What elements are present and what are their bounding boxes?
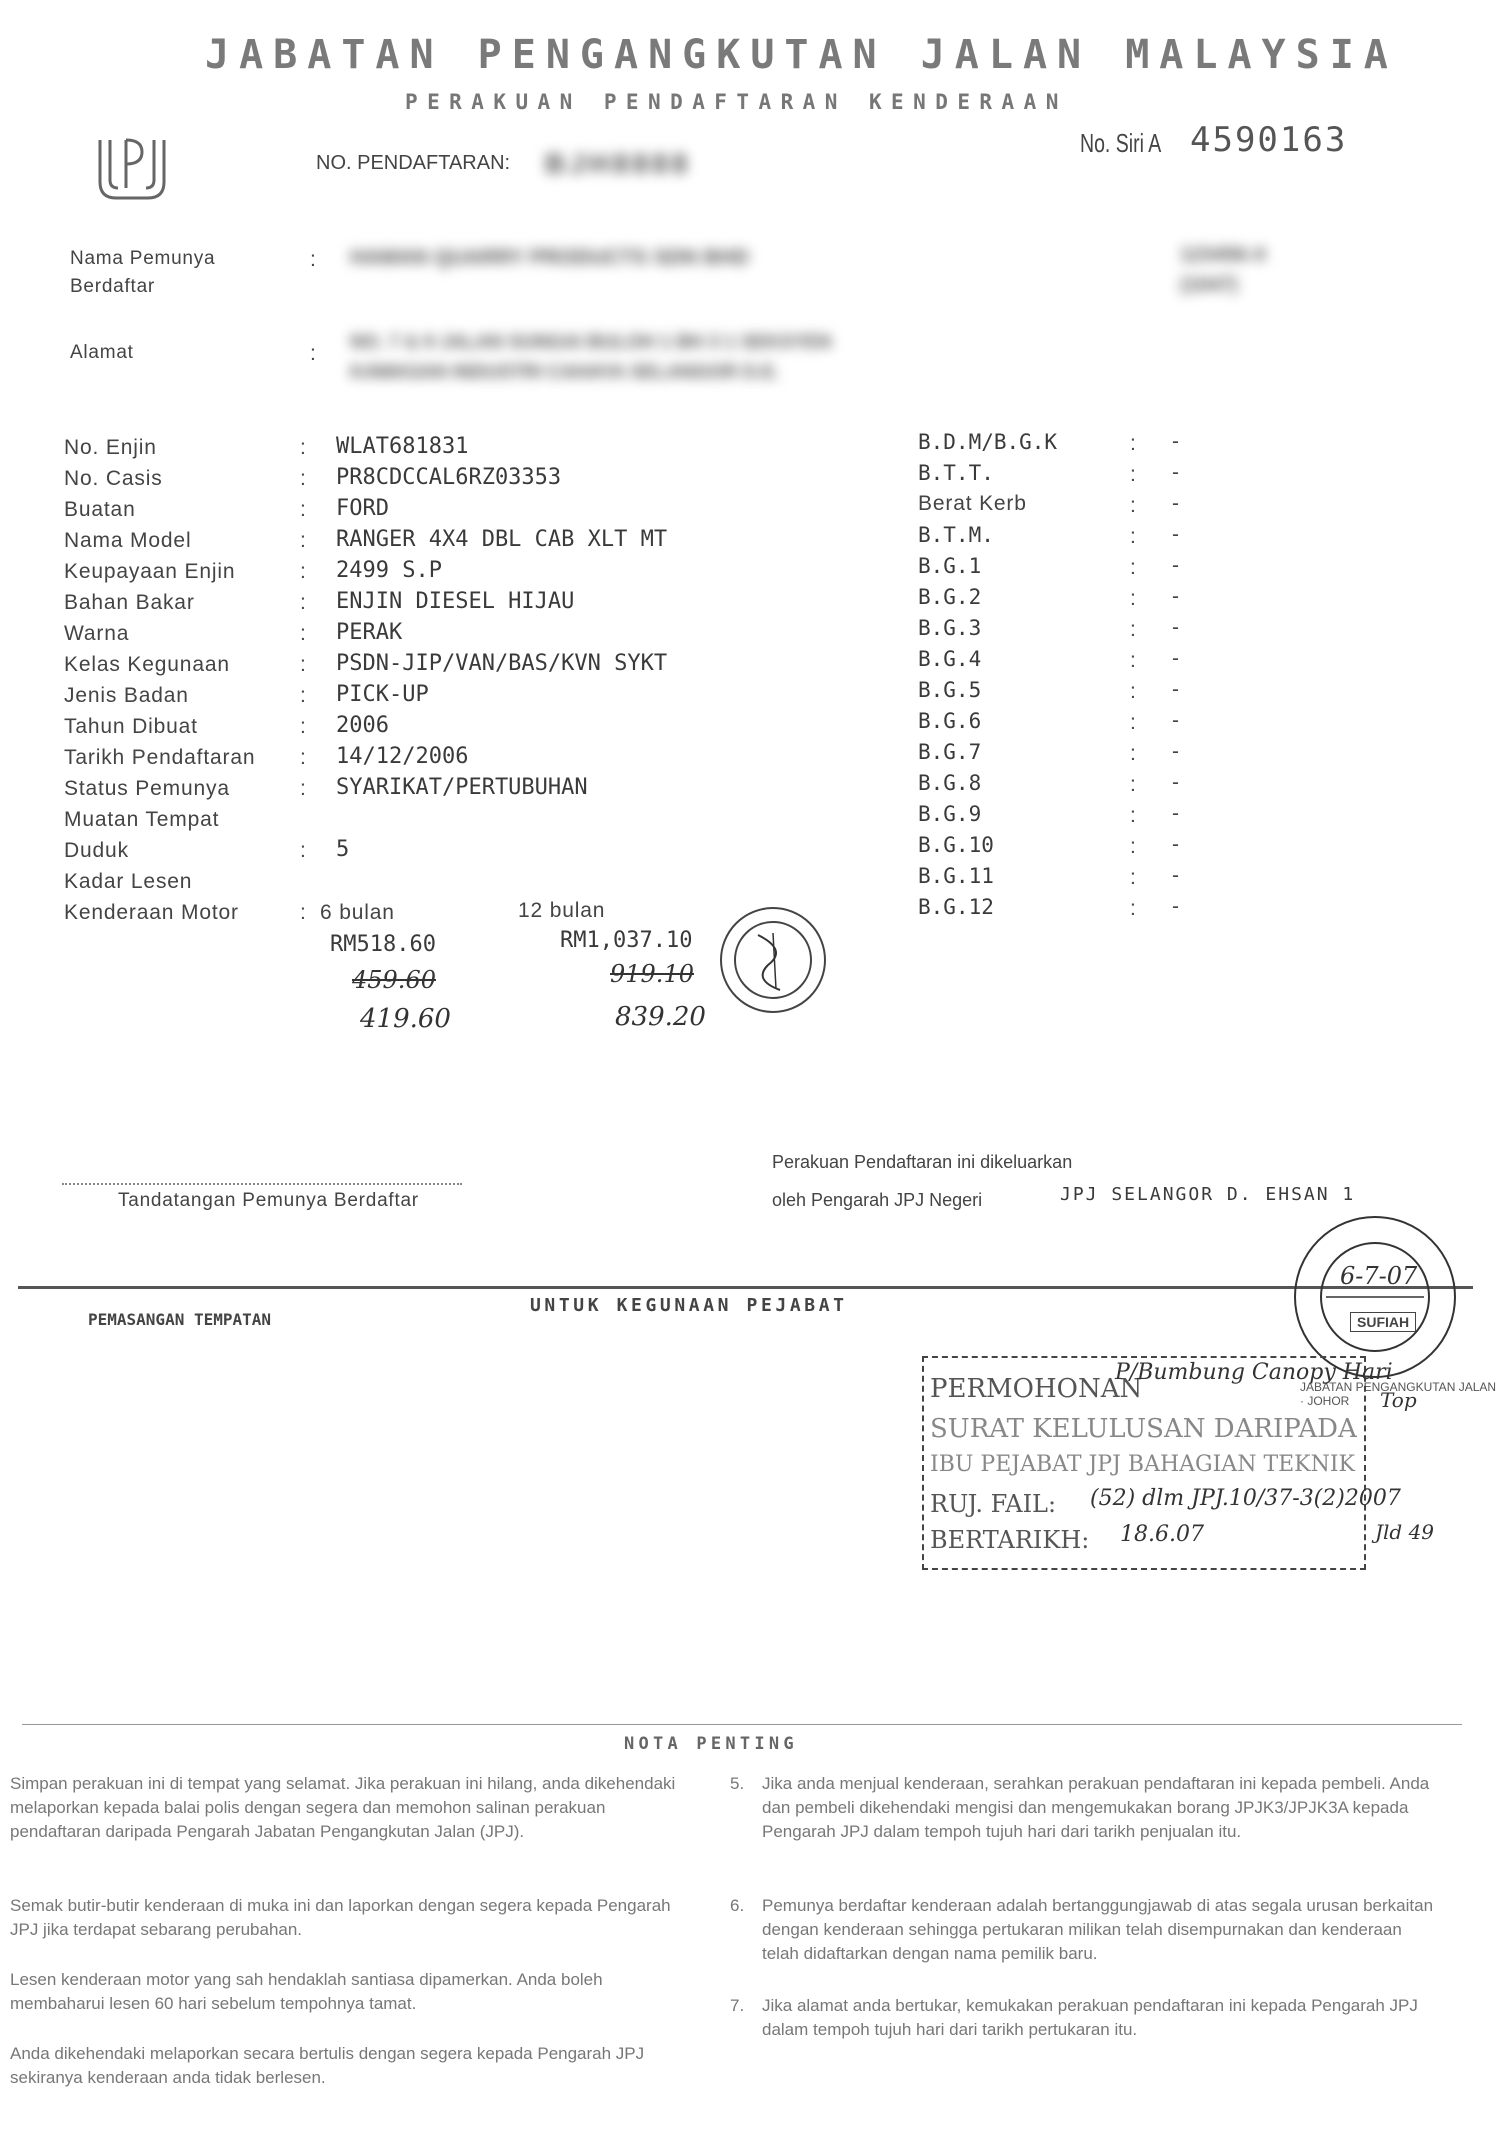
document-subtitle: PERAKUAN PENDAFTARAN KENDERAAN bbox=[405, 90, 1068, 114]
nota-number: 5. bbox=[730, 1774, 745, 1793]
weight-label: B.G.7 bbox=[918, 740, 982, 764]
weight-colon: : bbox=[1130, 680, 1137, 703]
approval-hand-1: P/Bumbung Canopy Hari bbox=[1115, 1360, 1393, 1385]
nota-item: Lesen kenderaan motor yang sah hendaklah santiasa dipamerkan. Anda boleh membaharui lesen 60 hari sebelum tempohnya tamat. bbox=[10, 1970, 603, 2013]
vehicle-colon: : bbox=[300, 591, 307, 614]
weight-label: B.D.M/B.G.K bbox=[918, 430, 1058, 454]
nota-item: Anda dikehendaki melaporkan secara bertulis dengan segera kepada Pengarah JPJ sekiranya kenderaan anda tidak berlesen. bbox=[10, 2044, 645, 2087]
round-stamp-icon bbox=[718, 905, 828, 1015]
vehicle-value: RANGER 4X4 DBL CAB XLT MT bbox=[336, 527, 668, 552]
weight-label: B.G.6 bbox=[918, 709, 982, 733]
vehicle-colon: : bbox=[300, 777, 307, 800]
nota-item: Jika anda menjual kenderaan, serahkan perakuan pendaftaran ini kepada pembeli. Anda dan pembeli dikehendaki mengisi dan mengemukakan borang JPJK3/JPJK3A kepada Pengarah JPJ dalam tempoh tujuh hari dari tarikh penjualan itu. bbox=[762, 1774, 1430, 1841]
nota-item: Semak butir-butir kenderaan di muka ini dan laporkan dengan segera kepada Pengarah JPJ jika terdapat sebarang perubahan. bbox=[10, 1896, 671, 1939]
address-line-1: NO. 7 & 9 JALAN SUNGAI BULOH 1 BH 3 1 SEKSYEN bbox=[350, 332, 832, 353]
vehicle-colon: : bbox=[300, 715, 307, 738]
weight-colon: : bbox=[1130, 649, 1137, 672]
vehicle-value: PICK-UP bbox=[336, 682, 429, 707]
vehicle-label: Bahan Bakar bbox=[64, 591, 195, 614]
vehicle-label: Nama Model bbox=[64, 529, 192, 552]
serial-label: No. Siri A bbox=[1080, 128, 1162, 158]
weight-label: B.G.2 bbox=[918, 585, 982, 609]
weight-label: B.G.1 bbox=[918, 554, 982, 578]
approval-hand-4: (52) dlm JPJ.10/37-3(2)2007 bbox=[1090, 1486, 1401, 1511]
weight-value: - bbox=[1172, 709, 1180, 732]
vehicle-colon: : bbox=[300, 436, 307, 459]
vehicle-colon: : bbox=[300, 498, 307, 521]
vehicle-label: Kadar Lesen bbox=[64, 870, 193, 893]
nota-number: 6. bbox=[730, 1896, 745, 1915]
weight-colon: : bbox=[1130, 866, 1137, 889]
approval-line-3: IBU PEJABAT JPJ BAHAGIAN TEKNIK bbox=[930, 1452, 1355, 1477]
weight-label: B.G.5 bbox=[918, 678, 982, 702]
document-title: JABATAN PENGANGKUTAN JALAN MALAYSIA bbox=[205, 32, 1398, 78]
vehicle-label: Kelas Kegunaan bbox=[64, 653, 230, 676]
vehicle-value: 14/12/2006 bbox=[336, 744, 469, 769]
weight-colon: : bbox=[1130, 711, 1137, 734]
vehicle-label: No. Enjin bbox=[64, 436, 157, 459]
vehicle-label: Muatan Tempat bbox=[64, 808, 220, 831]
weight-colon: : bbox=[1130, 494, 1137, 517]
weight-colon: : bbox=[1130, 525, 1137, 548]
weight-label: B.G.3 bbox=[918, 616, 982, 640]
weight-colon: : bbox=[1130, 618, 1137, 641]
address-label: Alamat bbox=[70, 342, 134, 363]
weight-value: - bbox=[1172, 492, 1180, 515]
weight-value: - bbox=[1172, 895, 1180, 918]
weight-value: - bbox=[1172, 554, 1180, 577]
vehicle-colon: : bbox=[300, 684, 307, 707]
nota-divider bbox=[22, 1724, 1462, 1725]
license-6-month-value: RM518.60 bbox=[330, 932, 436, 957]
vehicle-value: PR8CDCCAL6RZ03353 bbox=[336, 465, 562, 490]
license-12-month-heading: 12 bulan bbox=[518, 899, 606, 922]
weight-value: - bbox=[1172, 771, 1180, 794]
vehicle-colon: : bbox=[300, 560, 307, 583]
vehicle-label: Status Pemunya bbox=[64, 777, 230, 800]
vehicle-value: ENJIN DIESEL HIJAU bbox=[336, 589, 575, 614]
serial-number: 4590163 bbox=[1190, 120, 1348, 160]
vehicle-value: FORD bbox=[336, 496, 389, 521]
vehicle-label: Buatan bbox=[64, 498, 136, 521]
approval-hand-4b: Jld 49 bbox=[1375, 1520, 1435, 1544]
address-colon: : bbox=[310, 342, 317, 365]
weight-value: - bbox=[1172, 678, 1180, 701]
approval-line-2: SURAT KELULUSAN DARIPADA bbox=[930, 1414, 1357, 1444]
license-6-month-heading: 6 bulan bbox=[320, 901, 395, 924]
license-12-month-handwritten: 839.20 bbox=[615, 1002, 706, 1032]
vehicle-value: PSDN-JIP/VAN/BAS/KVN SYKT bbox=[336, 651, 668, 676]
weight-value: - bbox=[1172, 802, 1180, 825]
approval-hand-5: 18.6.07 bbox=[1120, 1522, 1204, 1547]
weight-label: B.G.11 bbox=[918, 864, 994, 888]
vehicle-colon: : bbox=[300, 622, 307, 645]
owner-name-label-1: Nama Pemunya bbox=[70, 248, 216, 269]
weight-value: - bbox=[1172, 523, 1180, 546]
nota-item: Pemunya berdaftar kenderaan adalah bertanggungjawab di atas segala urusan berkaitan dengan kenderaan sehingga pertukaran milikan telah disempurnakan dan kenderaan telah didaftarkan dengan nama pemilik baru. bbox=[762, 1896, 1434, 1963]
vehicle-value: SYARIKAT/PERTUBUHAN bbox=[336, 775, 588, 800]
weight-value: - bbox=[1172, 616, 1180, 639]
weight-value: - bbox=[1172, 740, 1180, 763]
stamp-ring-text: JABATAN PENGANGKUTAN JALAN · JOHOR bbox=[1300, 1380, 1497, 1408]
nota-item: Simpan perakuan ini di tempat yang selamat. Jika perakuan ini hilang, anda dikehendaki melaporkan kepada balai polis dengan segera dan memohon salinan perakuan pendaftaran daripada Pengarah Jabatan Pengangkutan Jalan (JPJ). bbox=[10, 1774, 676, 1841]
vehicle-colon: : bbox=[300, 839, 307, 862]
local-installation-heading: PEMASANGAN TEMPATAN bbox=[88, 1310, 272, 1329]
issued-by: JPJ SELANGOR D. EHSAN 1 bbox=[1060, 1184, 1356, 1205]
weight-colon: : bbox=[1130, 556, 1137, 579]
weight-label: B.G.8 bbox=[918, 771, 982, 795]
approval-line-5: BERTARIKH: bbox=[930, 1526, 1090, 1554]
vehicle-label: Jenis Badan bbox=[64, 684, 189, 707]
vehicle-value: WLAT681831 bbox=[336, 434, 469, 459]
issued-line-2: oleh Pengarah JPJ Negeri bbox=[772, 1190, 983, 1210]
stamp-name: SUFIAH bbox=[1350, 1312, 1416, 1332]
registration-number-value: BJH8888 bbox=[545, 148, 692, 179]
vehicle-colon: : bbox=[300, 529, 307, 552]
weight-colon: : bbox=[1130, 835, 1137, 858]
vehicle-colon: : bbox=[300, 746, 307, 769]
vehicle-label: Tahun Dibuat bbox=[64, 715, 198, 738]
owner-id-value-2: (1047) bbox=[1180, 274, 1238, 296]
owner-signature-line bbox=[62, 1183, 462, 1185]
nota-title: NOTA PENTING bbox=[624, 1734, 798, 1754]
weight-colon: : bbox=[1130, 773, 1137, 796]
license-6-month-handwritten: 419.60 bbox=[360, 1004, 451, 1034]
license-12-month-value: RM1,037.10 bbox=[560, 928, 693, 953]
owner-name-label-2: Berdaftar bbox=[70, 276, 155, 297]
jpj-logo-icon bbox=[92, 132, 172, 207]
weight-value: - bbox=[1172, 585, 1180, 608]
license-12-month-handwritten-struck: 919.10 bbox=[610, 960, 694, 988]
weight-value: - bbox=[1172, 430, 1180, 453]
registration-number-label: NO. PENDAFTARAN: bbox=[316, 152, 511, 174]
license-6-month-handwritten-struck: 459.60 bbox=[352, 966, 436, 994]
vehicle-value: 2006 bbox=[336, 713, 389, 738]
weight-label: B.G.12 bbox=[918, 895, 994, 919]
weight-colon: : bbox=[1130, 742, 1137, 765]
jpj-round-stamp bbox=[718, 905, 828, 1015]
office-divider bbox=[18, 1286, 1473, 1289]
owner-colon: : bbox=[310, 248, 317, 271]
vehicle-label: Kenderaan Motor bbox=[64, 901, 239, 924]
vehicle-label: Keupayaan Enjin bbox=[64, 560, 236, 583]
weight-colon: : bbox=[1130, 432, 1137, 455]
owner-id-value-1: 123456-X bbox=[1180, 244, 1267, 266]
vehicle-label: Duduk bbox=[64, 839, 129, 862]
weight-colon: : bbox=[1130, 463, 1137, 486]
vehicle-colon: : bbox=[300, 653, 307, 676]
vehicle-label: No. Casis bbox=[64, 467, 163, 490]
approval-line-1: PERMOHONAN bbox=[930, 1374, 1143, 1404]
owner-signature-label: Tandatangan Pemunya Berdaftar bbox=[118, 1190, 419, 1211]
weight-label: Berat Kerb bbox=[918, 492, 1027, 515]
issued-line-1: Perakuan Pendaftaran ini dikeluarkan bbox=[772, 1152, 1073, 1172]
approval-hand-1b: Top bbox=[1380, 1388, 1417, 1412]
nota-item: Jika alamat anda bertukar, kemukakan perakuan pendaftaran ini kepada Pengarah JPJ dalam tempoh tujuh hari dari tarikh pertukaran itu. bbox=[762, 1996, 1418, 2039]
vehicle-value: PERAK bbox=[336, 620, 403, 645]
weight-colon: : bbox=[1130, 897, 1137, 920]
owner-name-value: HAMAN QUARRY PRODUCTS SDN BHD bbox=[350, 246, 750, 269]
vehicle-value: 5 bbox=[336, 837, 350, 862]
office-use-heading: UNTUK KEGUNAAN PEJABAT bbox=[530, 1295, 848, 1316]
address-line-2: KAWASAN INDUSTRI CAHAYA SELANGOR D.E. bbox=[350, 362, 780, 383]
vehicle-label: Warna bbox=[64, 622, 130, 645]
vehicle-colon: : bbox=[300, 467, 307, 490]
weight-label: B.T.T. bbox=[918, 461, 994, 485]
stamp-date: 6-7-07 bbox=[1340, 1262, 1418, 1290]
weight-label: B.G.9 bbox=[918, 802, 982, 826]
weight-label: B.T.M. bbox=[918, 523, 994, 547]
weight-label: B.G.4 bbox=[918, 647, 982, 671]
weight-label: B.G.10 bbox=[918, 833, 994, 857]
weight-colon: : bbox=[1130, 587, 1137, 610]
vehicle-colon: : bbox=[300, 901, 307, 924]
weight-value: - bbox=[1172, 833, 1180, 856]
vehicle-label: Tarikh Pendaftaran bbox=[64, 746, 256, 769]
approval-line-4: RUJ. FAIL: bbox=[930, 1490, 1057, 1518]
vehicle-value: 2499 S.P bbox=[336, 558, 442, 583]
nota-number: 7. bbox=[730, 1996, 745, 2015]
weight-value: - bbox=[1172, 461, 1180, 484]
weight-colon: : bbox=[1130, 804, 1137, 827]
jpj-logo bbox=[92, 132, 172, 207]
weight-value: - bbox=[1172, 647, 1180, 670]
weight-value: - bbox=[1172, 864, 1180, 887]
